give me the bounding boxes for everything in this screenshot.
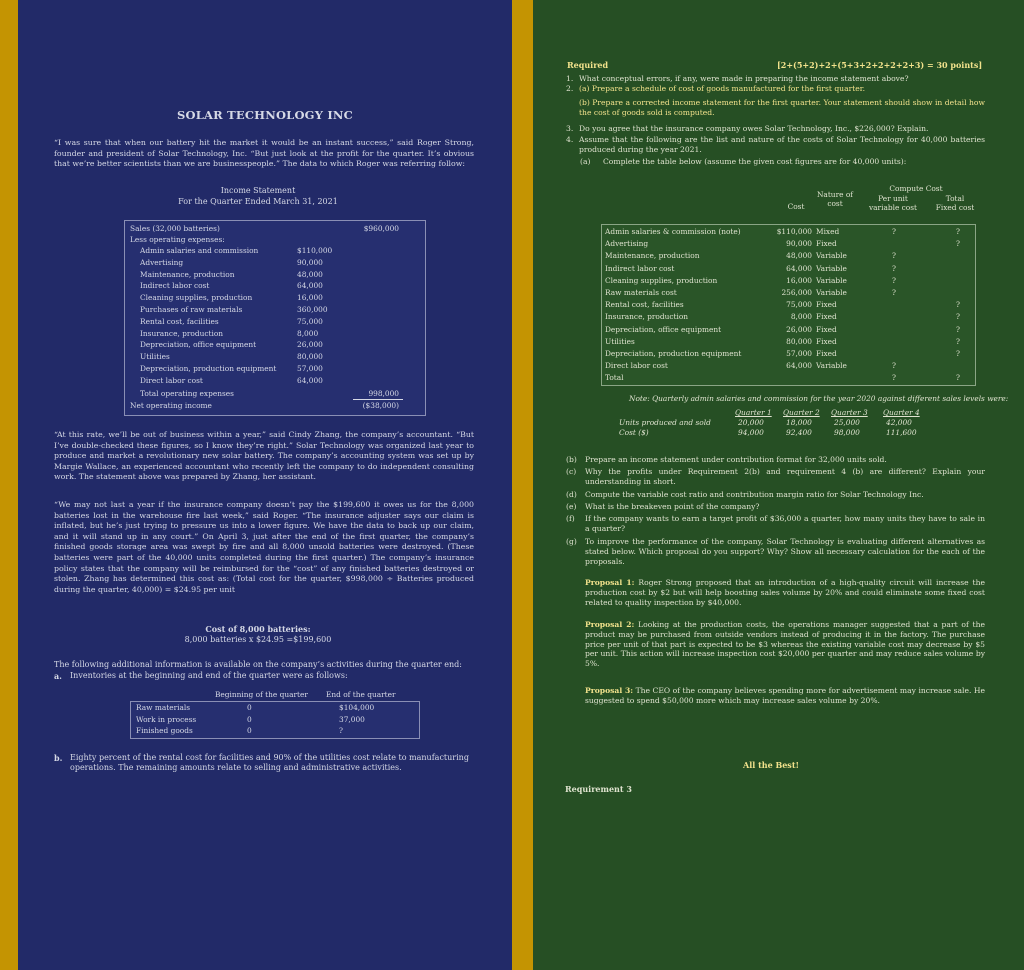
sub-item-number: (c)	[566, 467, 577, 476]
company-title: SOLAR TECHNOLOGY INC	[177, 108, 353, 122]
quarter-cost-value: 98,000	[834, 428, 860, 437]
expense-label: Utilities	[140, 352, 170, 362]
quarter-cost-label: Cost ($)	[619, 428, 649, 437]
expense-value: 75,000	[297, 316, 323, 326]
quarter-cost-value: 92,400	[786, 428, 812, 437]
expense-value: 57,000	[297, 364, 323, 373]
cost-fixed: ?	[956, 312, 960, 322]
requirement-number: 4.	[566, 135, 574, 144]
units-value: 18,000	[786, 418, 812, 427]
expense-value: 64,000	[297, 375, 323, 385]
expense-value: 26,000	[297, 340, 323, 350]
cost-row	[602, 288, 975, 298]
expense-label: Admin salaries and commission	[140, 246, 259, 255]
cost-unit: ?	[892, 227, 896, 236]
cost-label: Admin salaries & commission (note)	[605, 227, 741, 236]
sub-item-number: (g)	[566, 537, 577, 546]
cost-amount: 75,000	[786, 300, 812, 310]
cost-nature: Mixed	[816, 227, 840, 236]
requirement-number: 3.	[566, 124, 574, 133]
expense-value: 8,000	[297, 328, 319, 338]
expense-label: Maintenance, production	[140, 269, 235, 279]
cost-amount: 57,000	[786, 349, 812, 358]
expense-row	[125, 340, 425, 350]
inventory-head-end: End of the quarter	[326, 690, 396, 699]
cost-fixed: ?	[956, 300, 960, 310]
item-a-letter: a.	[54, 671, 62, 681]
cost-amount: $110,000	[776, 227, 812, 236]
cost-nature: Fixed	[816, 349, 837, 358]
proposal-text: Looking at the production costs, the operations manager suggested that a part of the product may be purchased from outside vendors instead of producing it in the factory. The purchase price per unit of that part is expected to be $3 whereas the existing variable cost may decrease by $5 per unit. This action will increase inspection cost $20,000 per quarter and may reduce sales volume by 5%.	[585, 620, 985, 669]
expense-row	[125, 364, 425, 374]
quarter-label: Quarter 1	[735, 408, 772, 417]
sub-item-number: (b)	[566, 455, 577, 464]
cost-label: Indirect labor cost	[605, 263, 675, 273]
cost-row	[602, 373, 975, 383]
insurance-paragraph: “We may not last a year if the insurance company doesn’t pay the $199,600 it owes us for the 8,000 batteries lost in the warehouse fire last week,” said Roger. “The insurance adjuster says our claim is inflated, but he’s just trying to pressure us into a lower figure. We have the data to back up our claim, and it will stand up in any court.” On April 3, just after the end of the first quarter, the company’s finished goods storage area was swept by fire and all 8,000 unsold batteries were destroyed. (These batteries were part of the 40,000 units completed during the first quarter.) The company’s insurance policy states that the company will be reimbursed for the “cost” of any finished batteries destroyed or stolen. Zhang has determined this cost as: (Total cost for the quarter, $998,000 ÷ Batteries produced during the quarter, 40,000) = $24.95 per unit	[54, 500, 474, 594]
expense-value: $110,000	[297, 246, 333, 255]
cost-label: Advertising	[605, 239, 649, 249]
cost-nature: Variable	[816, 275, 847, 285]
note-text: Note: Quarterly admin salaries and commission for the year 2020 against different sales levels were:	[629, 394, 1009, 403]
inventory-end: ?	[339, 726, 343, 735]
cost-nature: Fixed	[816, 336, 837, 346]
quarter-cost-value: 94,000	[738, 428, 764, 437]
sub-item-text: To improve the performance of the company, Solar Technology is evaluating different alternatives as stated below. Which proposal do you support? Why? Show all necessary calculation for the each of the proposals.	[585, 537, 985, 566]
cost-unit: ?	[892, 373, 896, 383]
cost-row	[602, 349, 975, 359]
expense-label: Purchases of raw materials	[140, 305, 243, 314]
expense-row	[125, 329, 425, 339]
requirement-number: 1.	[566, 74, 574, 83]
quarter-label: Quarter 3	[831, 408, 868, 417]
inventory-label: Work in process	[136, 714, 197, 724]
proposal-label: Proposal 3:	[585, 686, 634, 695]
cost-nature: Variable	[816, 288, 847, 297]
cost-fixed: ?	[956, 324, 960, 334]
expense-label: Indirect labor cost	[140, 281, 210, 291]
proposal-2	[585, 620, 985, 669]
sub-item-text: Prepare an income statement under contribution format for 32,000 units sold.	[585, 455, 887, 464]
cost-label: Raw materials cost	[605, 288, 677, 297]
cost-amount: 80,000	[786, 336, 812, 346]
sales-value: $960,000	[363, 224, 399, 233]
closing-text: All the Best!	[743, 760, 800, 770]
cost-fixed: ?	[956, 373, 960, 383]
cost-label: Maintenance, production	[605, 251, 700, 261]
expense-row	[125, 246, 425, 256]
intro-paragraph: “I was sure that when our battery hit the market it would be an instant success,” said Roger Strong, founder and president of Solar Technology, Inc. “But just look at the profit for the quarter. It’s obvious that we’re better scientists than we are businesspeople.” The data to which Roger was referring follow:	[54, 138, 474, 169]
quarter-label: Quarter 4	[883, 408, 920, 417]
cost-amount: 26,000	[786, 324, 812, 334]
requirement-text: Assume that the following are the list and nature of the costs of Solar Technology for 40,000 batteries produced during the year 2021.	[579, 135, 985, 154]
expense-value: 80,000	[297, 352, 323, 362]
requirement-text: Complete the table below (assume the given cost figures are for 40,000 units):	[603, 157, 907, 166]
cost-calculation: 8,000 batteries x $24.95 =$199,600	[184, 635, 332, 644]
inventory-row	[131, 726, 419, 736]
expense-value: 360,000	[297, 305, 328, 314]
cost-label: Insurance, production	[605, 312, 689, 322]
requirement-text: (a) Prepare a schedule of cost of goods manufactured for the first quarter.	[579, 84, 865, 93]
inventory-end: $104,000	[339, 703, 375, 712]
head-cost: Cost	[787, 202, 805, 211]
proposal-3	[585, 686, 985, 706]
inventory-end: 37,000	[339, 714, 365, 724]
cost-amount: 64,000	[786, 361, 812, 371]
proposal-label: Proposal 1:	[585, 578, 635, 587]
proposal-label: Proposal 2:	[585, 620, 635, 629]
quarter-header-row	[619, 408, 999, 418]
expense-label: Rental cost, facilities	[140, 316, 219, 326]
cost-fixed: ?	[956, 239, 960, 249]
proposal-text: Roger Strong proposed that an introduction of a high-quality circuit will increase the production cost by $2 but will help boosting sales volume by 20% and could eliminate some fixed cost related to quality inspection by $40,000.	[585, 578, 985, 607]
cost-row	[602, 227, 975, 237]
cost-table	[601, 180, 976, 390]
required-label: Required	[567, 60, 609, 70]
cost-label: Utilities	[605, 336, 635, 346]
inventory-begin: 0	[247, 703, 252, 712]
inventory-label: Finished goods	[136, 726, 193, 735]
quarter-table	[619, 408, 999, 444]
expense-row	[125, 293, 425, 303]
quarter-cost-value: 111,600	[886, 428, 917, 437]
cost-nature: Variable	[816, 251, 847, 261]
units-row	[619, 418, 999, 428]
cost-row	[602, 312, 975, 322]
item-b-text: Eighty percent of the rental cost for facilities and 90% of the utilities cost relate to manufacturing operations. The remaining amounts relate to selling and administrative activities.	[70, 753, 469, 772]
item-a-text: Inventories at the beginning and end of the quarter were as follows:	[70, 671, 348, 680]
expense-label: Insurance, production	[140, 328, 224, 338]
cost-amount: 16,000	[786, 275, 812, 285]
cost-row	[602, 264, 975, 274]
requirement-number: 2.	[566, 84, 574, 93]
expense-row	[125, 258, 425, 268]
income-statement-box	[124, 220, 426, 416]
inventory-label: Raw materials	[136, 703, 191, 712]
expense-row	[125, 376, 425, 386]
head-compute: Compute Cost	[889, 184, 943, 193]
cost-amount: 256,000	[781, 288, 812, 297]
cost-row	[602, 361, 975, 371]
requirement-text: What conceptual errors, if any, were made in preparing the income statement above?	[579, 74, 909, 83]
sub-item-number: (f)	[566, 514, 575, 523]
sub-item-number: (d)	[566, 490, 577, 499]
cost-label: Depreciation, office equipment	[605, 324, 722, 334]
less-expenses-row	[125, 235, 425, 245]
left-page	[18, 0, 512, 970]
expense-label: Advertising	[140, 257, 184, 267]
total-value: 998,000	[368, 389, 399, 398]
cost-amount: 90,000	[786, 239, 812, 249]
cost-label: Cleaning supplies, production	[605, 275, 718, 285]
inventory-table	[130, 690, 420, 740]
expense-value: 16,000	[297, 293, 323, 303]
cost-unit: ?	[892, 263, 896, 273]
units-value: 42,000	[886, 418, 912, 427]
cost-label: Depreciation, production equipment	[605, 349, 742, 358]
sub-item-number: (e)	[566, 502, 577, 511]
sub-item-text: What is the breakeven point of the company?	[585, 502, 760, 511]
inventory-begin: 0	[247, 726, 252, 735]
cost-row	[602, 325, 975, 335]
cost-label: Rental cost, facilities	[605, 300, 684, 310]
inventory-header	[130, 690, 420, 700]
cost-unit: ?	[892, 288, 896, 297]
expense-row	[125, 317, 425, 327]
cost-nature: Fixed	[816, 300, 837, 310]
requirement-number: (a)	[580, 157, 591, 166]
head-per-unit: Per unit variable cost	[868, 194, 918, 212]
cost-unit: ?	[892, 275, 896, 285]
right-page	[533, 0, 1024, 970]
cost-amount: 8,000	[790, 312, 812, 322]
expense-row	[125, 270, 425, 280]
inventory-row	[131, 715, 419, 725]
cost-table-body	[601, 224, 976, 386]
less-label: Less operating expenses:	[130, 235, 225, 244]
units-value: 20,000	[738, 418, 764, 427]
cost-row	[602, 337, 975, 347]
item-b-letter: b.	[54, 753, 63, 763]
inventory-begin: 0	[247, 714, 252, 724]
cost-unit: ?	[892, 361, 896, 371]
expense-label: Depreciation, production equipment	[140, 364, 277, 373]
expense-value: 64,000	[297, 281, 323, 291]
cost-nature: Variable	[816, 361, 847, 371]
quarter-cost-row	[619, 428, 999, 438]
additional-info: The following additional information is available on the company’s activities during the quarter end:	[54, 660, 462, 669]
inventory-row	[131, 703, 419, 713]
cost-title: Cost of 8,000 batteries:	[205, 624, 311, 634]
expense-value: 48,000	[297, 269, 323, 279]
cost-fixed: ?	[956, 227, 960, 236]
points-label: [2+(5+2)+2+(5+3+2+2+2+2+3) = 30 points]	[777, 60, 983, 70]
requirement-3-label: Requirement 3	[565, 784, 632, 794]
sub-item-text: Why the profits under Requirement 2(b) and requirement 4 (b) are different? Explain your understanding in short.	[585, 467, 985, 486]
expense-row	[125, 352, 425, 362]
net-label: Net operating income	[130, 401, 212, 410]
head-total-fixed: Total Fixed cost	[935, 194, 975, 212]
total-label: Total operating expenses	[140, 389, 234, 398]
requirement-text: Do you agree that the insurance company owes Solar Technology, Inc., $226,000? Explain.	[579, 124, 929, 133]
statement-period: For the Quarter Ended March 31, 2021	[178, 197, 338, 206]
expense-label: Direct labor cost	[140, 375, 203, 385]
sub-item-text: Compute the variable cost ratio and contribution margin ratio for Solar Technology Inc.	[585, 490, 924, 499]
quarter-label: Quarter 2	[783, 408, 820, 417]
cost-amount: 64,000	[786, 263, 812, 273]
expense-label: Depreciation, office equipment	[140, 340, 257, 350]
expense-row	[125, 305, 425, 315]
statement-title: Income Statement	[220, 186, 296, 195]
cost-label: Direct labor cost	[605, 361, 668, 371]
cost-row	[602, 239, 975, 249]
total-underline	[353, 399, 403, 400]
sales-label: Sales (32,000 batteries)	[130, 224, 220, 233]
cost-row	[602, 300, 975, 310]
cost-row	[602, 251, 975, 261]
cost-unit: ?	[892, 251, 896, 261]
sales-row	[125, 224, 425, 234]
net-income-row	[125, 401, 425, 411]
cost-label: Total	[605, 373, 624, 383]
expense-value: 90,000	[297, 257, 323, 267]
head-nature: Nature of cost	[816, 190, 854, 208]
inventory-box	[130, 701, 420, 739]
total-expenses-row	[125, 389, 425, 399]
cost-nature: Fixed	[816, 239, 837, 249]
inventory-head-begin: Beginning of the quarter	[215, 690, 308, 699]
net-value: ($38,000)	[362, 401, 399, 410]
requirement-text: (b) Prepare a corrected income statement for the first quarter. Your statement should show in detail how the cost of goods sold is computed.	[579, 98, 985, 117]
cost-fixed: ?	[956, 349, 960, 358]
expense-label: Cleaning supplies, production	[140, 293, 253, 303]
cost-nature: Fixed	[816, 324, 837, 334]
units-label: Units produced and sold	[619, 418, 711, 427]
cost-fixed: ?	[956, 336, 960, 346]
cost-row	[602, 276, 975, 286]
accountant-paragraph: “At this rate, we’ll be out of business within a year,” said Cindy Zhang, the company’s accountant. “But I’ve double-checked these figures, so I know they’re right.” Solar Technology was organized last year to produce and market a revolutionary new solar battery. The company’s accounting system was set up by Margie Wallace, an experienced accountant who recently left the company to do independent consulting work. The statement above was prepared by Zhang, her assistant.	[54, 430, 474, 482]
sub-item-text: If the company wants to earn a target profit of $36,000 a quarter, how many units they have to sale in a quarter?	[585, 514, 985, 533]
cost-nature: Variable	[816, 263, 847, 273]
cost-amount: 48,000	[786, 251, 812, 261]
expense-row	[125, 281, 425, 291]
proposal-1	[585, 578, 985, 607]
proposal-text: The CEO of the company believes spending more for advertisement may increase sale. He suggested to spend $50,000 more which may increase sales volume by 20%.	[585, 686, 985, 705]
cost-nature: Fixed	[816, 312, 837, 322]
units-value: 25,000	[834, 418, 860, 427]
